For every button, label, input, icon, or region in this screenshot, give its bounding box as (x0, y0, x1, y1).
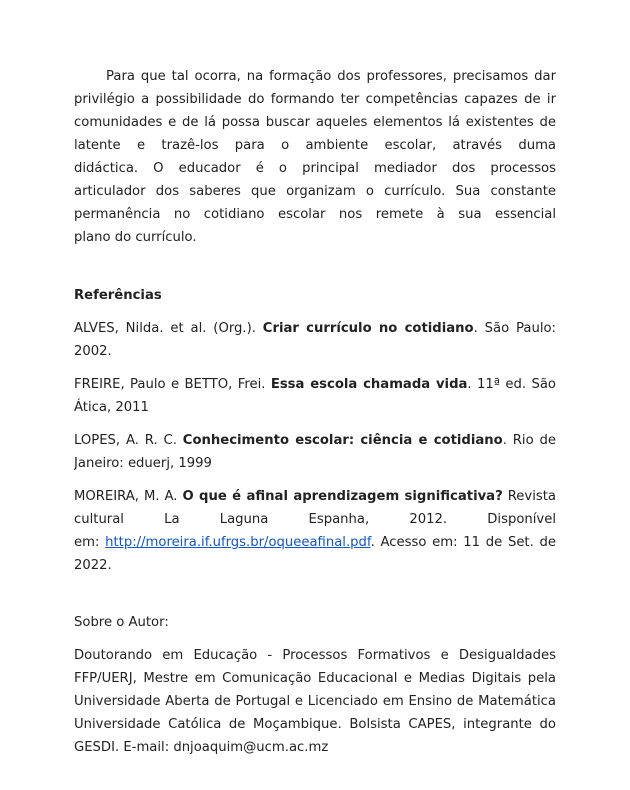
author-bio-line: Universidade Católica de Moçambique. Bolsista CAPES, integrante do (74, 717, 556, 732)
author-bio (74, 644, 556, 759)
references-heading: Referências (74, 288, 162, 303)
reference-line: 2022. (74, 558, 112, 573)
paragraph-line: latente e trazê-los para o ambiente escolar, através duma (74, 138, 556, 153)
reference-url-link[interactable]: http://moreira.if.ufrgs.br/oqueeafinal.pdf (105, 535, 371, 550)
reference-line (74, 429, 556, 452)
paragraph-line: didáctica. O educador é o principal mediador dos processos (74, 161, 556, 176)
reference-freire (74, 373, 556, 419)
paragraph-line: comunidades e de lá possa buscar aqueles elementos lá existentes de (74, 115, 556, 130)
author-bio-line: Doutorando em Educação - Processos Formativos e Desigualdades (74, 648, 556, 663)
reference-authors: ALVES, Nilda. et al. (Org.). (74, 321, 263, 336)
reference-line (74, 373, 556, 396)
reference-publisher: . 11ª ed. São (467, 377, 556, 392)
paragraph-line: articulador dos saberes que organizam o currículo. Sua constante (74, 184, 556, 199)
reference-lopes (74, 429, 556, 475)
document-page (74, 65, 556, 759)
reference-line (74, 317, 556, 340)
reference-line (74, 485, 556, 508)
reference-line (74, 531, 556, 554)
author-bio-line: Universidade Aberta de Portugal e Licenciado em Ensino de Matemática (74, 694, 556, 709)
reference-authors: LOPES, A. R. C. (74, 433, 183, 448)
reference-moreira (74, 485, 556, 577)
reference-title: Essa escola chamada vida (270, 377, 468, 392)
reference-authors: FREIRE, Paulo e BETTO, Frei. (74, 377, 271, 392)
reference-title: Criar currículo no cotidiano (262, 321, 474, 336)
author-heading: Sobre o Autor: (74, 615, 169, 630)
reference-access-date: . Acesso em: 11 de Set. de (370, 535, 556, 550)
reference-publisher: Revista (502, 489, 556, 504)
reference-line: Ática, 2011 (74, 400, 149, 415)
reference-line: Janeiro: eduerj, 1999 (74, 456, 212, 471)
paragraph-line: permanência no cotidiano escolar nos remete à sua essencial (74, 207, 556, 222)
body-paragraph (74, 65, 556, 249)
paragraph-line: privilégio a possibilidade do formando ter competências capazes de ir (74, 92, 556, 107)
reference-line: 2002. (74, 344, 112, 359)
paragraph-line: plano do currículo. (74, 230, 197, 245)
author-bio-line: FFP/UERJ, Mestre em Comunicação Educacional e Medias Digitais pela (74, 671, 556, 686)
reference-authors: MOREIRA, M. A. (74, 489, 183, 504)
reference-title: Conhecimento escolar: ciência e cotidiano (182, 433, 503, 448)
reference-publisher: . São Paulo: (473, 321, 556, 336)
reference-title: O que é afinal aprendizagem significativa? (182, 489, 503, 504)
reference-alves (74, 317, 556, 363)
paragraph-line: Para que tal ocorra, na formação dos professores, precisamos dar (106, 69, 556, 84)
reference-access-prefix: em: (74, 535, 106, 550)
author-bio-line: GESDI. E-mail: dnjoaquim@ucm.ac.mz (74, 740, 329, 755)
reference-line: cultural La Laguna Espanha, 2012. Disponível (74, 512, 556, 527)
reference-publisher: . Rio de (502, 433, 556, 448)
